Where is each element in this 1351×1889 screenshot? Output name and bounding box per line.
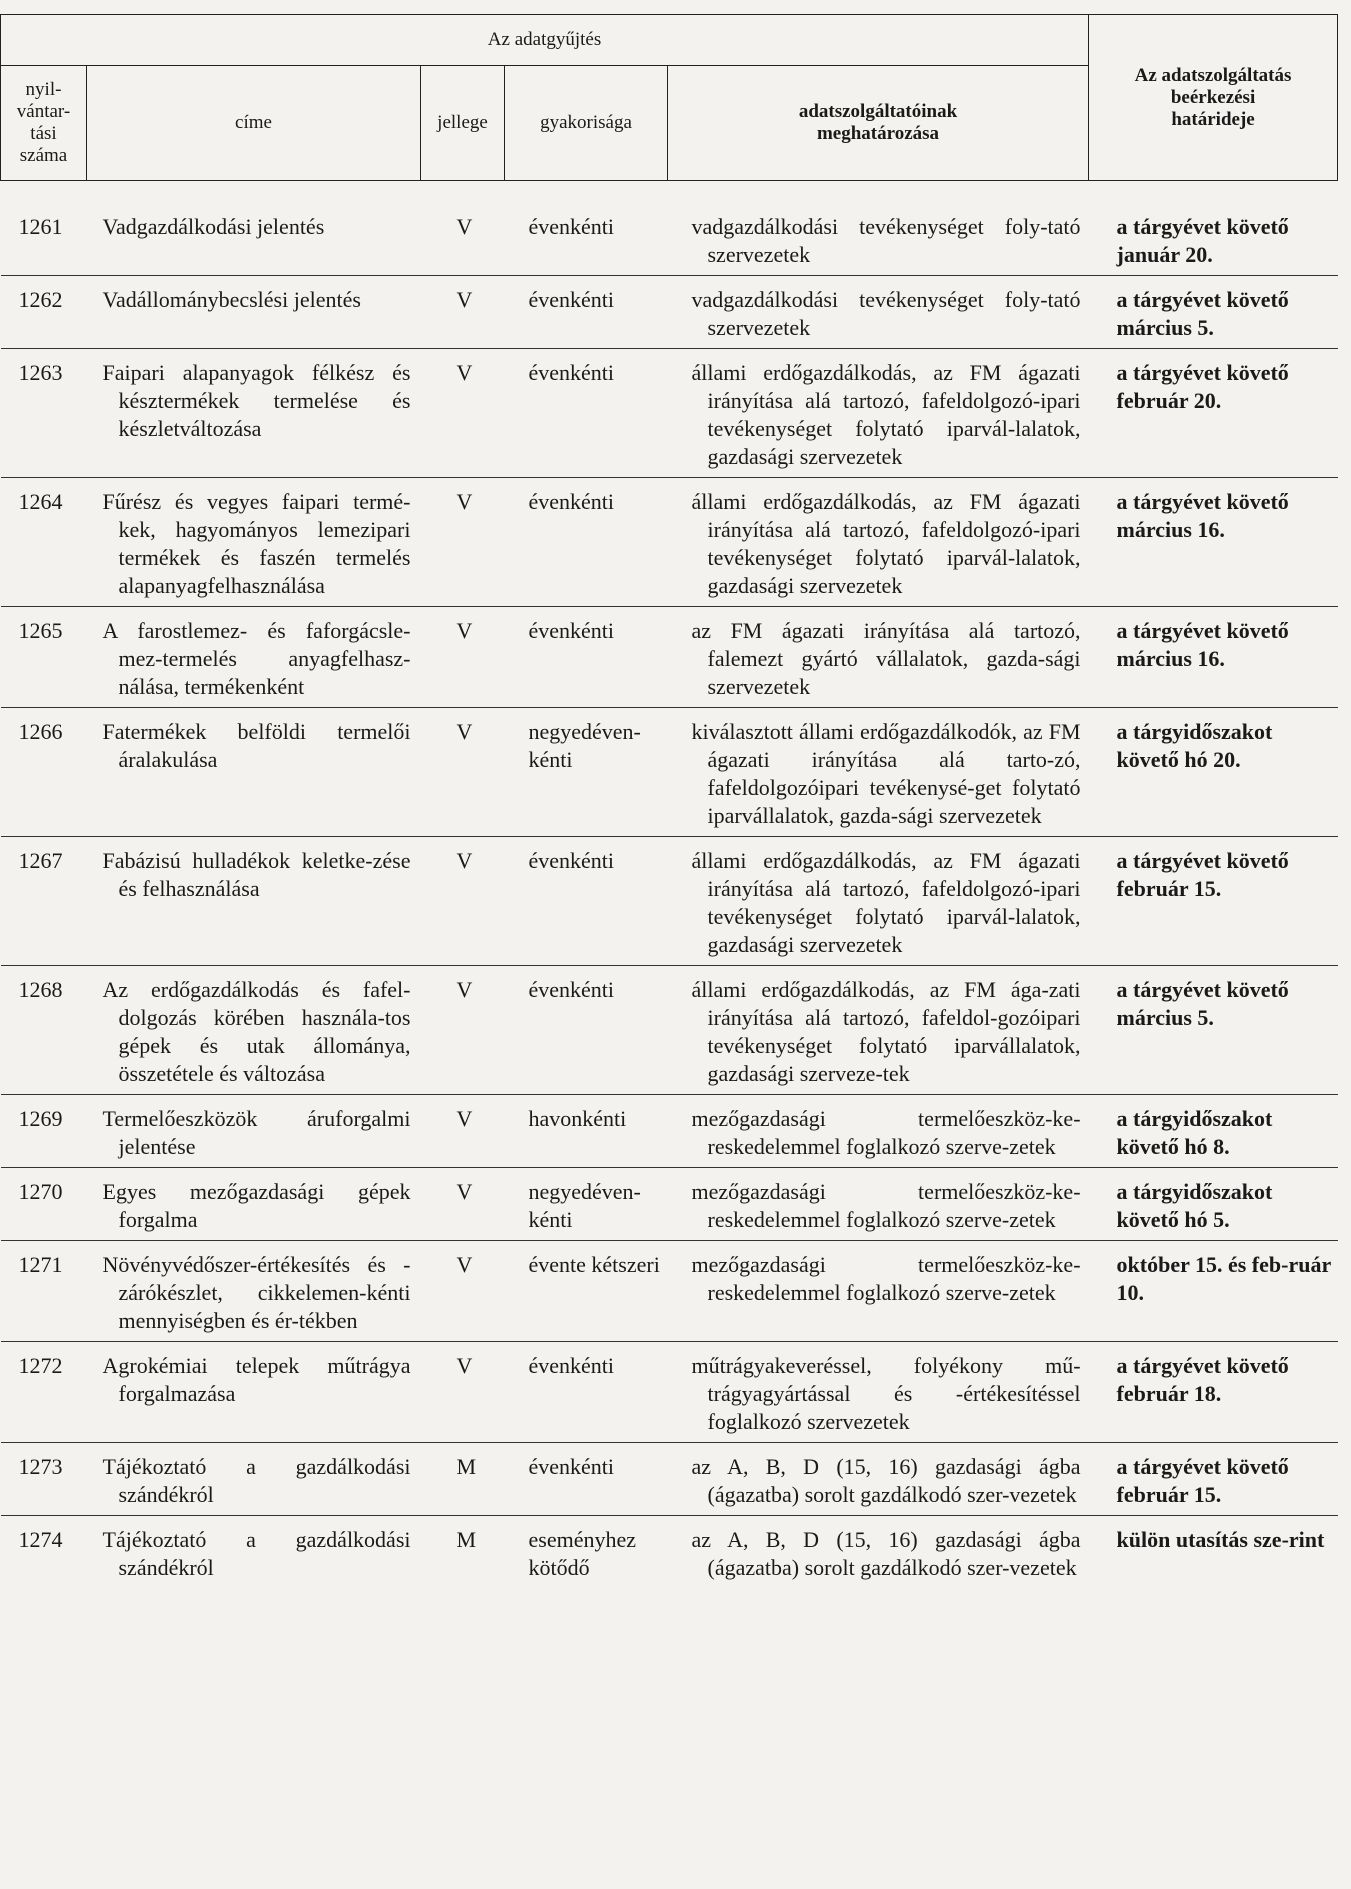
row-title: Tájékoztató a gazdálkodási szándékról	[102, 1527, 411, 1580]
table-row	[1, 276, 1338, 349]
row-deadline: a tárgyévet követő február 20.	[1089, 349, 1338, 478]
row-frequency: évenkénti	[505, 349, 668, 478]
row-frequency: évente kétszeri	[505, 1241, 668, 1342]
table-row	[1, 203, 1338, 276]
data-collection-table	[0, 14, 1338, 1588]
row-number: 1266	[1, 708, 87, 837]
row-providers: az A, B, D (15, 16) gazdasági ágba (ágazatba) sorolt gazdálkodó szer-vezetek	[691, 1527, 1081, 1580]
row-frequency: évenkénti	[505, 478, 668, 607]
row-providers: mezőgazdasági termelőeszköz-ke-reskedelemmel foglalkozó szerve-zetek	[668, 1095, 1089, 1168]
table-row	[1, 1095, 1338, 1168]
row-type: V	[421, 1342, 505, 1443]
row-frequency: havonkénti	[505, 1095, 668, 1168]
row-type: V	[421, 1095, 505, 1168]
row-frequency: negyedéven-kénti	[505, 1168, 668, 1241]
row-number: 1272	[1, 1342, 87, 1443]
row-type: V	[421, 966, 505, 1095]
table-body	[1, 181, 1338, 1589]
row-providers: kiválasztott állami erdőgazdálkodók, az FM ágazati irányítása alá tarto-zó, fafeldolgozóipari tevékenysé-get folytató iparvállalatok, gazda-sági szervezetek	[668, 708, 1089, 837]
table-row	[1, 966, 1338, 1095]
row-type: V	[421, 1241, 505, 1342]
row-title: Tájékoztató a gazdálkodási szándékról	[87, 1443, 421, 1516]
row-deadline: külön utasítás sze-rint	[1116, 1527, 1325, 1552]
row-deadline: a tárgyévet követő február 18.	[1089, 1342, 1338, 1443]
row-providers: vadgazdálkodási tevékenységet foly-tató szervezetek	[668, 203, 1089, 276]
row-frequency: évenkénti	[505, 837, 668, 966]
row-deadline: a tárgyévet követő március 16.	[1089, 478, 1338, 607]
table-row	[1, 1516, 1338, 1589]
table-row	[1, 1342, 1338, 1443]
row-deadline: a tárgyidőszakot követő hó 5.	[1089, 1168, 1338, 1241]
row-deadline: október 15. és feb-ruár 10.	[1089, 1241, 1338, 1342]
row-number: 1267	[1, 837, 87, 966]
row-number: 1265	[1, 607, 87, 708]
row-title: A farostlemez- és faforgácsle-mez-termelés anyagfelhasz-nálása, termékenként	[87, 607, 421, 708]
row-deadline: a tárgyidőszakot követő hó 20.	[1089, 708, 1338, 837]
row-frequency: évenkénti	[505, 276, 668, 349]
row-number: 1270	[1, 1168, 87, 1241]
row-number: 1274	[18, 1527, 63, 1552]
table-row	[1, 708, 1338, 837]
header-deadline: Az adatszolgáltatás beérkezési határideje	[1089, 15, 1338, 181]
table-row	[1, 349, 1338, 478]
row-providers: állami erdőgazdálkodás, az FM ága-zati irányítása alá tartozó, fafeldol-gozóipari tevékenységet folytató iparvállalatok, gazdasági szerveze-tek	[668, 966, 1089, 1095]
row-number: 1271	[1, 1241, 87, 1342]
row-frequency: évenkénti	[505, 607, 668, 708]
row-title: Vadgazdálkodási jelentés	[87, 203, 421, 276]
table-row	[1, 607, 1338, 708]
row-type: V	[421, 478, 505, 607]
row-deadline: a tárgyévet követő február 15.	[1089, 837, 1338, 966]
row-providers: állami erdőgazdálkodás, az FM ágazati irányítása alá tartozó, fafeldolgozó-ipari tevékenységet folytató iparvál-lalatok, gazdasági szervezetek	[668, 837, 1089, 966]
row-number: 1261	[1, 203, 87, 276]
header-number: nyil- vántar- tási száma	[1, 66, 87, 181]
row-number: 1264	[1, 478, 87, 607]
row-number: 1269	[1, 1095, 87, 1168]
header-type: jellege	[421, 66, 505, 181]
row-title: Egyes mezőgazdasági gépek forgalma	[87, 1168, 421, 1241]
table-row	[1, 1168, 1338, 1241]
row-title: Vadállománybecslési jelentés	[87, 276, 421, 349]
row-frequency: évenkénti	[505, 203, 668, 276]
row-providers: az A, B, D (15, 16) gazdasági ágba (ágazatba) sorolt gazdálkodó szer-vezetek	[668, 1443, 1089, 1516]
row-frequency: évenkénti	[505, 1342, 668, 1443]
row-title: Fűrész és vegyes faipari termé-kek, hagyományos lemezipari termékek és faszén termelés alapanyagfelhasználása	[87, 478, 421, 607]
row-number: 1273	[1, 1443, 87, 1516]
row-type: V	[421, 1168, 505, 1241]
row-providers: az FM ágazati irányítása alá tartozó, falemezt gyártó vállalatok, gazda-sági szervezetek	[668, 607, 1089, 708]
row-providers: állami erdőgazdálkodás, az FM ágazati irányítása alá tartozó, fafeldolgozó-ipari tevékenységet folytató iparvál-lalatok, gazdasági szervezetek	[668, 478, 1089, 607]
row-frequency: negyedéven-kénti	[505, 708, 668, 837]
row-deadline: a tárgyidőszakot követő hó 8.	[1089, 1095, 1338, 1168]
row-number: 1268	[1, 966, 87, 1095]
row-providers: vadgazdálkodási tevékenységet foly-tató szervezetek	[668, 276, 1089, 349]
row-providers: mezőgazdasági termelőeszköz-ke-reskedelemmel foglalkozó szerve-zetek	[668, 1241, 1089, 1342]
table-row	[1, 478, 1338, 607]
header-frequency: gyakorisága	[505, 66, 668, 181]
row-deadline: a tárgyévet követő február 15.	[1089, 1443, 1338, 1516]
row-deadline: a tárgyévet követő március 5.	[1089, 276, 1338, 349]
header-data-collection: Az adatgyűjtés	[1, 15, 1089, 66]
row-providers: mezőgazdasági termelőeszköz-ke-reskedelemmel foglalkozó szerve-zetek	[668, 1168, 1089, 1241]
row-type: V	[421, 607, 505, 708]
row-type: M	[456, 1527, 477, 1552]
row-providers: műtrágyakeveréssel, folyékony mű-trágyagyártással és -értékesítéssel foglalkozó szervezetek	[668, 1342, 1089, 1443]
row-title: Fatermékek belföldi termelői áralakulása	[87, 708, 421, 837]
row-title: Faipari alapanyagok félkész és késztermékek termelése és készletváltozása	[87, 349, 421, 478]
row-title: Az erdőgazdálkodás és fafel-dolgozás körében használa-tos gépek és utak állománya, összetétele és változása	[87, 966, 421, 1095]
row-frequency: eseményhez kötődő	[528, 1527, 636, 1580]
row-deadline: a tárgyévet követő március 16.	[1089, 607, 1338, 708]
row-number: 1262	[1, 276, 87, 349]
row-providers: állami erdőgazdálkodás, az FM ágazati irányítása alá tartozó, fafeldolgozó-ipari tevékenységet folytató iparvál-lalatok, gazdasági szervezetek	[668, 349, 1089, 478]
row-type: V	[421, 349, 505, 478]
row-type: V	[421, 203, 505, 276]
row-type: V	[421, 276, 505, 349]
row-title: Növényvédőszer-értékesítés és -zárókészlet, cikkelemen-kénti mennyiségben és ér-tékben	[87, 1241, 421, 1342]
row-type: V	[421, 708, 505, 837]
table-row	[1, 1443, 1338, 1516]
row-title: Fabázisú hulladékok keletke-zése és felhasználása	[87, 837, 421, 966]
header-title: címe	[87, 66, 421, 181]
table-row	[1, 837, 1338, 966]
row-type: M	[421, 1443, 505, 1516]
row-frequency: évenkénti	[505, 966, 668, 1095]
row-title: Termelőeszközök áruforgalmi jelentése	[87, 1095, 421, 1168]
row-deadline: a tárgyévet követő március 5.	[1089, 966, 1338, 1095]
header-providers: adatszolgáltatóinak meghatározása	[668, 66, 1089, 181]
row-frequency: évenkénti	[505, 1443, 668, 1516]
row-type: V	[421, 837, 505, 966]
row-number: 1263	[1, 349, 87, 478]
row-deadline: a tárgyévet követő január 20.	[1089, 203, 1338, 276]
row-title: Agrokémiai telepek műtrágya forgalmazása	[87, 1342, 421, 1443]
table-row	[1, 1241, 1338, 1342]
